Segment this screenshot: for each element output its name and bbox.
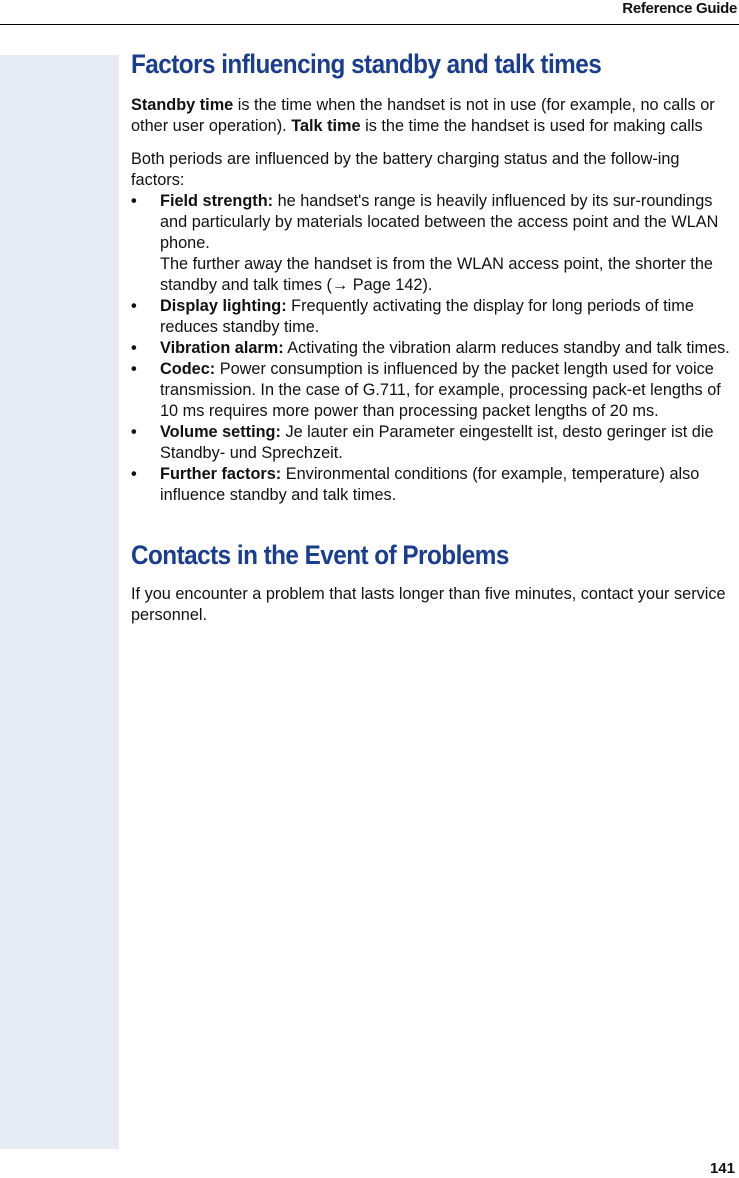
factors-lead: Both periods are influenced by the battery charging status and the follow-ing factors: [131,150,680,189]
bullet-icon: • [131,297,137,315]
page-reference-link[interactable]: Page 142). [348,276,433,294]
bullet-icon: • [131,360,137,378]
factor-text: Power consumption is influenced by the packet length used for voice transmission. In the case of G.711, for example, processing pack-et lengths of 10 ms requires more power than processing packet lengths of 20 ms. [160,360,721,420]
factor-term: Volume setting: [160,423,281,441]
term-talk-time: Talk time [291,117,361,135]
intro-paragraph [131,95,737,137]
margin-column [0,55,119,1149]
factor-text: Environmental conditions (for example, temperature) also influence standby and talk times. [160,465,700,504]
list-item-field-strength [131,191,737,296]
section-heading-standby-talk: Factors influencing standby and talk times [131,49,602,79]
factor-term: Further factors: [160,465,282,483]
factor-text: Je lauter ein Parameter eingestellt ist, desto geringer ist die Standby- und Sprechzeit. [160,423,714,462]
factor-text: Frequently activating the display for long periods of time reduces standby time. [160,297,694,336]
contacts-paragraph: If you encounter a problem that lasts longer than five minutes, contact your service personnel. [131,585,726,624]
factor-text: he handset's range is heavily influenced by its sur-roundings and particularly by materials located between the access point and the WLAN phone. [160,192,719,252]
page-number: 141 [709,1160,735,1177]
factors-list [131,191,737,506]
factor-extra-text: The further away the handset is from the WLAN access point, the shorter the standby and talk times ( [160,255,713,294]
section-heading-contacts: Contacts in the Event of Problems [131,540,509,570]
header-rule [0,24,739,25]
list-item-vibration-alarm [131,338,737,359]
bullet-icon: • [131,465,137,483]
bullet-icon: • [131,423,137,441]
running-header: Reference Guide [622,0,737,17]
talk-definition: is the time the handset is used for making calls [360,117,703,135]
bullet-icon: • [131,339,137,357]
bullet-icon: • [131,192,137,210]
factor-term: Display lighting: [160,297,287,315]
factor-term: Codec: [160,360,216,378]
page-content [131,47,737,638]
factor-term: Field strength: [160,192,274,210]
list-item-codec [131,359,737,422]
standby-definition: is the time when the handset is not in use (for example, no calls or other user operation). [131,96,715,135]
factor-term: Vibration alarm: [160,339,284,357]
term-standby-time: Standby time [131,96,234,114]
list-item-further-factors [131,464,737,506]
factor-text: Activating the vibration alarm reduces standby and talk times. [283,339,730,357]
list-item-display-lighting [131,296,737,338]
arrow-right-icon: → [331,276,349,294]
list-item-volume-setting [131,422,737,464]
